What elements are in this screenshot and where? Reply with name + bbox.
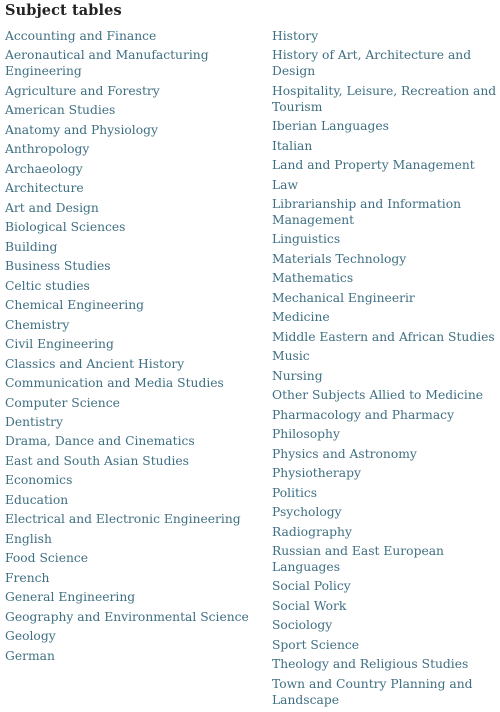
subject-link-french[interactable]: French xyxy=(5,570,50,585)
subject-link-german[interactable]: German xyxy=(5,648,55,663)
subject-link-social-policy[interactable]: Social Policy xyxy=(272,579,351,594)
subject-link-philosophy[interactable]: Philosophy xyxy=(272,427,340,442)
subject-link-drama-dance-and-cinematics[interactable]: Drama, Dance and Cinematics xyxy=(5,434,195,449)
subject-link-other-subjects-allied-to-medicine[interactable]: Other Subjects Allied to Medicine xyxy=(272,388,484,403)
subject-link-agriculture-and-forestry[interactable]: Agriculture and Forestry xyxy=(5,83,160,98)
subject-link-iberian-languages[interactable]: Iberian Languages xyxy=(272,119,389,134)
subject-link-theology-and-religious-studies[interactable]: Theology and Religious Studies xyxy=(272,657,469,672)
subject-link-sociology[interactable]: Sociology xyxy=(272,618,333,633)
subject-link-economics[interactable]: Economics xyxy=(5,473,73,488)
subject-link-law[interactable]: Law xyxy=(272,177,299,192)
subject-link-russian-and-east-european-languages[interactable]: Russian and East European Languages xyxy=(272,544,444,574)
subject-link-pharmacology-and-pharmacy[interactable]: Pharmacology and Pharmacy xyxy=(272,407,455,422)
subject-link-accounting-and-finance[interactable]: Accounting and Finance xyxy=(5,29,157,43)
subject-link-psychology[interactable]: Psychology xyxy=(272,505,342,520)
subject-link-medicine[interactable]: Medicine xyxy=(272,310,330,325)
subject-link-building[interactable]: Building xyxy=(5,239,58,254)
subject-link-radiography[interactable]: Radiography xyxy=(272,524,352,539)
subject-link-computer-science[interactable]: Computer Science xyxy=(5,395,120,410)
subject-link-geology[interactable]: Geology xyxy=(5,629,56,644)
subject-link-electrical-and-electronic-engineering[interactable]: Electrical and Electronic Engineering xyxy=(5,512,241,527)
subject-link-civil-engineering[interactable]: Civil Engineering xyxy=(5,337,114,352)
subject-link-materials-technology[interactable]: Materials Technology xyxy=(272,251,407,266)
subject-link-geography-and-environmental-science[interactable]: Geography and Environmental Science xyxy=(5,609,249,624)
subject-link-history-of-art-architecture-and-design[interactable]: History of Art, Architecture and Design xyxy=(272,48,472,79)
page-title: Subject tables xyxy=(5,2,122,19)
subject-link-linguistics[interactable]: Linguistics xyxy=(272,232,341,247)
subject-link-business-studies[interactable]: Business Studies xyxy=(5,259,111,274)
subject-link-english[interactable]: English xyxy=(5,531,52,546)
subject-link-land-and-property-management[interactable]: Land and Property Management xyxy=(272,158,475,173)
subject-link-italian[interactable]: Italian xyxy=(272,138,313,153)
subject-link-classics-and-ancient-history[interactable]: Classics and Ancient History xyxy=(5,356,185,371)
subject-link-music[interactable]: Music xyxy=(272,349,310,364)
subject-link-general-engineering[interactable]: General Engineering xyxy=(5,590,136,605)
subject-link-food-science[interactable]: Food Science xyxy=(5,551,89,566)
subject-link-history[interactable]: History xyxy=(272,29,319,43)
subject-link-middle-eastern-and-african-studies[interactable]: Middle Eastern and African Studies xyxy=(272,329,495,344)
subject-link-librarianship-and-information-management[interactable]: Librarianship and Information Management xyxy=(272,196,462,227)
subject-link-sport-science[interactable]: Sport Science xyxy=(272,637,360,652)
subject-link-east-and-south-asian-studies[interactable]: East and South Asian Studies xyxy=(5,453,189,468)
subject-link-town-and-country-planning-and-landscape[interactable]: Town and Country Planning and Landscape xyxy=(272,676,473,707)
subject-link-social-work[interactable]: Social Work xyxy=(272,598,347,613)
subject-link-aeronautical-and-manufacturing-engineering[interactable]: Aeronautical and Manufacturing Engineering xyxy=(5,48,209,79)
subject-link-biological-sciences[interactable]: Biological Sciences xyxy=(5,220,126,235)
subject-link-hospitality-leisure-recreation-and-tourism[interactable]: Hospitality, Leisure, Recreation and Tourism xyxy=(272,83,497,114)
subject-link-american-studies[interactable]: American Studies xyxy=(5,103,116,118)
subject-list-left xyxy=(5,29,263,668)
subject-link-chemistry[interactable]: Chemistry xyxy=(5,317,70,332)
subject-link-physiotherapy[interactable]: Physiotherapy xyxy=(272,466,361,481)
subject-link-mathematics[interactable]: Mathematics xyxy=(272,271,354,286)
subject-list-right xyxy=(272,29,498,712)
subject-link-communication-and-media-studies[interactable]: Communication and Media Studies xyxy=(5,376,224,391)
subject-link-celtic-studies[interactable]: Celtic studies xyxy=(5,278,90,293)
subject-link-architecture[interactable]: Architecture xyxy=(5,181,84,196)
subject-link-nursing[interactable]: Nursing xyxy=(272,368,323,383)
subject-link-physics-and-astronomy[interactable]: Physics and Astronomy xyxy=(272,446,417,461)
subject-link-politics[interactable]: Politics xyxy=(272,485,318,500)
subject-link-mechanical-engineerir[interactable]: Mechanical Engineerir xyxy=(272,290,415,305)
subject-link-anthropology[interactable]: Anthropology xyxy=(5,142,90,157)
subject-link-art-and-design[interactable]: Art and Design xyxy=(5,200,99,215)
subject-link-education[interactable]: Education xyxy=(5,492,69,507)
subject-link-anatomy-and-physiology[interactable]: Anatomy and Physiology xyxy=(5,122,158,137)
subject-link-chemical-engineering[interactable]: Chemical Engineering xyxy=(5,298,145,313)
subject-link-archaeology[interactable]: Archaeology xyxy=(5,161,83,176)
subject-link-dentistry[interactable]: Dentistry xyxy=(5,415,64,429)
